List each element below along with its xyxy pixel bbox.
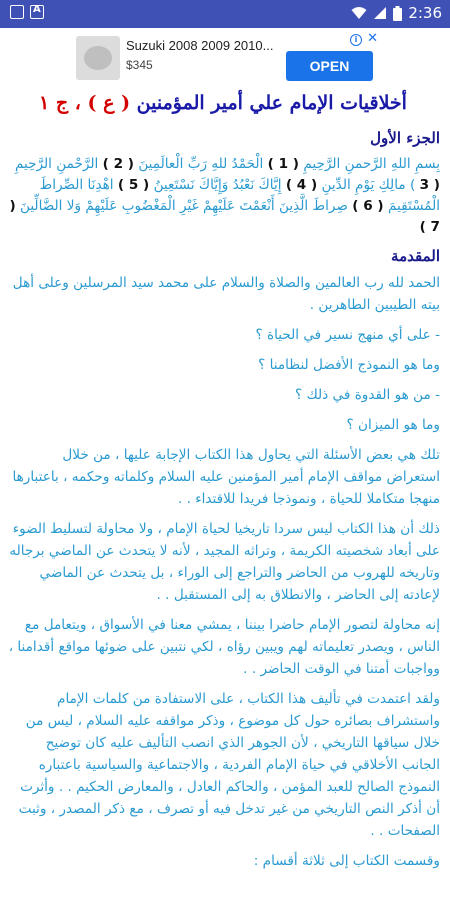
verse-6: اهْدِنَا الصِّراطَ الْمُسْتَقِيمَ — [39, 177, 440, 214]
notification-icons — [10, 5, 44, 19]
verse-2: الْحَمْدُ للهِ رَبِّ الْعالَمِينَ — [138, 156, 264, 172]
ad-close-icon[interactable]: ✕ — [367, 31, 378, 46]
paragraph: تلك هي بعض الأسئلة التي يحاول هذا الكتاب الإجابة عليها ، من خلال استعراض مواقف الإمام أمير المؤمنين عليه السلام وكلماته وحكمه ، باعتبارها منهجا متكاملا للحياة ، ونموذجا فريدا للاقتداء . . — [12, 447, 440, 507]
verse-7: صِراطَ الَّذِينَ أَنْعَمْتَ عَلَيْهِمْ غَيْرِ الْمَغْضُوبِ عَلَيْهِمْ وَلا الضَّالِّينَ — [19, 198, 348, 214]
paragraph: - على أي منهج نسير في الحياة ؟ — [255, 327, 440, 343]
book-title-main: أخلاقيات الإمام علي أمير المؤمنين — [136, 92, 407, 114]
paragraph: إنه محاولة لتصور الإمام حاضرا بيننا ، يمشي معنا في الأسواق ، ويتعامل مع الناس ، ويصدر تعليماته لهم ويبين رؤاه ، لكي نتبين على ضوئها مواقع أقدامنا ، وواجبات أمتنا في الوقت الحاضر . . — [8, 617, 440, 677]
signal-icon — [373, 6, 387, 20]
verse-number: ( 7 ) — [9, 198, 440, 235]
verse-number: ( 4 ) — [285, 177, 318, 193]
wifi-icon — [351, 6, 367, 20]
verse-3: الرَّحْمنِ الرَّحِيمِ — [14, 156, 99, 172]
app-notification-icon — [10, 5, 24, 19]
font-app-notification-icon — [30, 5, 44, 19]
ad-price: $345 — [126, 58, 153, 72]
intro-heading: المقدمة — [391, 247, 440, 265]
verse-5: إِيَّاكَ نَعْبُدُ وَإِيَّاكَ نَسْتَعِينُ — [153, 177, 282, 193]
book-content — [6, 90, 440, 880]
verse-4: ) مالِكِ يَوْمِ الدِّينِ — [321, 177, 416, 193]
status-bar — [0, 0, 450, 28]
system-icons — [351, 4, 442, 22]
verse-number: ( 2 ) — [102, 156, 134, 172]
verse-1: بِسمِ اللهِ الرَّحمنِ الرَّحِيمِ — [303, 156, 440, 172]
fatiha-verses — [6, 154, 440, 238]
ad-banner[interactable] — [76, 31, 382, 84]
book-title — [6, 90, 440, 116]
paragraph: وما هو النموذج الأفضل لنظامنا ؟ — [258, 357, 440, 373]
ad-open-button[interactable]: OPEN — [286, 51, 373, 81]
paragraph: الحمد لله رب العالمين والصلاة والسلام على محمد سيد المرسلين وعلى أهل بيته الطيبين الطاهرين . — [12, 275, 440, 313]
part-heading: الجزء الأول — [370, 129, 440, 147]
paragraph: وقسمت الكتاب إلى ثلاثة أقسام : — [253, 853, 440, 869]
verse-number: ( 3 — [419, 177, 440, 193]
ad-title[interactable]: Suzuki 2008 2009 2010... — [126, 38, 274, 53]
paragraph: - من هو القدوة في ذلك ؟ — [295, 387, 440, 403]
battery-icon — [393, 6, 402, 21]
status-time: 2:36 — [408, 4, 442, 22]
verse-number: ( 1 ) — [267, 156, 300, 172]
paragraph: ولقد اعتمدت في تأليف هذا الكتاب ، على الاستفادة من كلمات الإمام واستشراف بصائره حول كل موضوع ، وذكر مواقفه عليه السلام ، ليس من خلال سياقها التاريخي ، لأن الجوهر الذي انصب التأليف عليه كان توضيح الجانب الأخلاقي في حياة الإمام الفردية ، والاجتماعية والسياسية باعتباره النموذج الصالح للعبد المؤمن ، والحاكم العادل ، والمعارض الحكيم . . وأثرت أن أذكر النص التاريخي من غير تدخل فيه أو تصرف ، مع ذكر المصدر ، وثبت الصفحات . . — [18, 691, 440, 839]
ad-product-image[interactable] — [76, 36, 120, 80]
verse-number: ( 6 ) — [352, 198, 384, 214]
ad-info-icon[interactable]: i — [350, 34, 362, 46]
verse-number: ( 5 ) — [117, 177, 150, 193]
paragraph: وما هو الميزان ؟ — [346, 417, 440, 433]
book-title-suffix: ( ع ) ، ج ١ — [39, 92, 137, 114]
paragraph: ذلك أن هذا الكتاب ليس سردا تاريخيا لحياة الإمام ، ولا محاولة لتسليط الضوء على أبعاد شخصيته الكريمة ، وتراثه المجيد ، لأنه لا يتحدث عن الماضي برجاله وتاريخه للهروب من الحاضر والتراجع إلى الوراء ، بل يتحدث عن الماضي لإعادته إلى الحاضر ، والانطلاق به إلى المستقبل . . — [9, 521, 440, 603]
